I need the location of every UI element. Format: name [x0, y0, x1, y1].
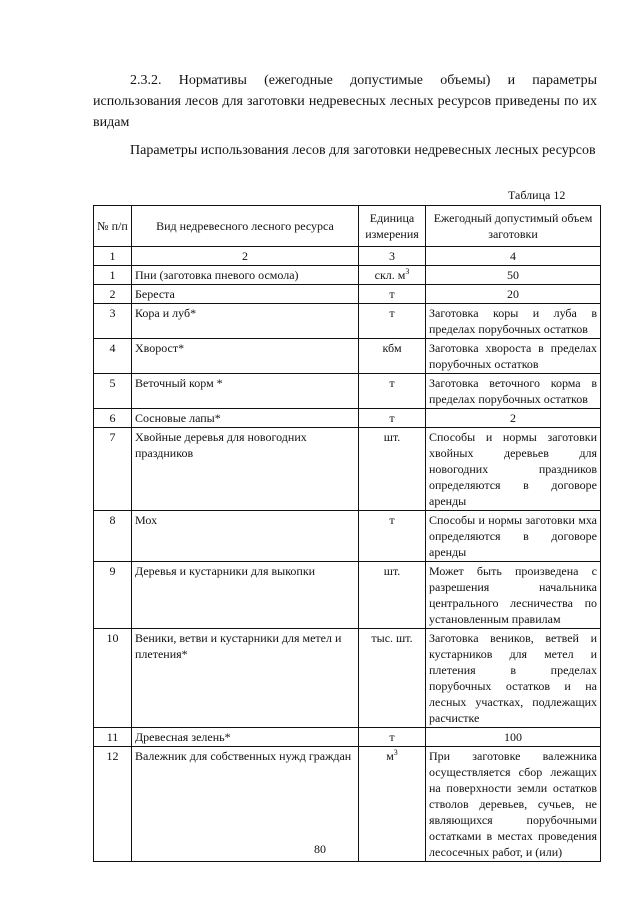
row-number: 8 — [94, 511, 132, 562]
table-index-row — [94, 247, 601, 266]
table-row — [94, 428, 601, 511]
unit-text: т — [389, 287, 395, 301]
row-resource: Кора и луб* — [132, 304, 359, 339]
row-volume: Заготовка хвороста в пределах порубочных остатков — [426, 339, 601, 374]
row-resource: Деревья и кустарники для выкопки — [132, 562, 359, 629]
unit-text: м — [386, 749, 394, 763]
unit-superscript: 3 — [405, 267, 410, 276]
header-resource: Вид недревесного лесного ресурса — [132, 206, 359, 247]
row-number: 2 — [94, 285, 132, 304]
index-cell: 1 — [94, 247, 132, 266]
header-volume: Ежегодный допустимый объем заготовки — [426, 206, 601, 247]
intro-paragraph: 2.3.2. Нормативы (ежегодные допустимые объемы) и параметры использования лесов для заготовки недревесных лесных ресурсов приведены по их видам — [93, 73, 597, 130]
unit-text: кбм — [382, 341, 402, 355]
row-volume: Способы и нормы заготовки мха определяются в договоре аренды — [426, 511, 601, 562]
row-number: 6 — [94, 409, 132, 428]
unit-text: т — [389, 411, 395, 425]
row-volume: При заготовке валежника осуществляется сбор лежащих на поверхности земли остатков стволов деревьев, сучьев, не являющихся порубочными остатками в местах проведения лесосечных работ, и (или) — [426, 747, 601, 862]
row-resource: Пни (заготовка пневого осмола) — [132, 266, 359, 285]
row-volume: Способы и нормы заготовки хвойных деревьев для новогодних праздников определяются в договоре аренды — [426, 428, 601, 511]
row-unit — [359, 629, 426, 728]
table-row — [94, 629, 601, 728]
row-resource: Валежник для собственных нужд граждан — [132, 747, 359, 862]
table-row — [94, 266, 601, 285]
table-row — [94, 304, 601, 339]
row-unit — [359, 304, 426, 339]
row-volume: Может быть произведена с разрешения начальника центрального лесничества по установленным правилам — [426, 562, 601, 629]
row-unit — [359, 511, 426, 562]
unit-text: т — [389, 513, 395, 527]
row-unit — [359, 339, 426, 374]
unit-text: скл. м — [374, 268, 406, 282]
resources-table — [93, 205, 601, 862]
table-caption: Таблица 12 — [508, 188, 566, 202]
row-volume: 50 — [426, 266, 601, 285]
header-number: № п/п — [94, 206, 132, 247]
row-resource: Веточный корм * — [132, 374, 359, 409]
row-resource: Веники, ветви и кустарники для метел и плетения* — [132, 629, 359, 728]
row-resource: Хвойные деревья для новогодних праздников — [132, 428, 359, 511]
index-cell: 2 — [132, 247, 359, 266]
row-resource: Древесная зелень* — [132, 728, 359, 747]
row-number: 4 — [94, 339, 132, 374]
header-unit: Единица измерения — [359, 206, 426, 247]
index-cell: 4 — [426, 247, 601, 266]
row-number: 12 — [94, 747, 132, 862]
row-unit — [359, 428, 426, 511]
row-volume: 100 — [426, 728, 601, 747]
row-unit — [359, 285, 426, 304]
row-resource: Сосновые лапы* — [132, 409, 359, 428]
row-number: 3 — [94, 304, 132, 339]
table-heading: Параметры использования лесов для заготовки недревесных лесных ресурсов — [130, 143, 596, 158]
table-row — [94, 409, 601, 428]
row-unit — [359, 266, 426, 285]
table-row — [94, 511, 601, 562]
index-cell: 3 — [359, 247, 426, 266]
row-resource: Мох — [132, 511, 359, 562]
row-volume: Заготовка веточного корма в пределах порубочных остатков — [426, 374, 601, 409]
row-volume: 2 — [426, 409, 601, 428]
table-row — [94, 339, 601, 374]
row-unit — [359, 374, 426, 409]
table-header-row — [94, 206, 601, 247]
row-number: 7 — [94, 428, 132, 511]
row-resource: Хворост* — [132, 339, 359, 374]
row-unit — [359, 562, 426, 629]
table-row — [94, 728, 601, 747]
row-number: 1 — [94, 266, 132, 285]
unit-text: шт. — [383, 564, 401, 578]
page-number: 80 — [314, 842, 326, 856]
row-unit — [359, 728, 426, 747]
row-number: 9 — [94, 562, 132, 629]
row-volume: Заготовка веников, ветвей и кустарников для метел и плетения в пределах порубочных остатков и на лесных участках, подлежащих расчистке — [426, 629, 601, 728]
unit-text: т — [389, 376, 395, 390]
row-volume: Заготовка коры и луба в пределах порубочных остатков — [426, 304, 601, 339]
row-number: 10 — [94, 629, 132, 728]
row-resource: Береста — [132, 285, 359, 304]
unit-text: т — [389, 730, 395, 744]
unit-text: тыс. шт. — [371, 631, 413, 645]
row-number: 5 — [94, 374, 132, 409]
unit-text: т — [389, 306, 395, 320]
table-row — [94, 374, 601, 409]
table-row — [94, 285, 601, 304]
row-number: 11 — [94, 728, 132, 747]
unit-superscript: 3 — [393, 748, 398, 757]
unit-text: шт. — [383, 430, 401, 444]
row-volume: 20 — [426, 285, 601, 304]
table-row — [94, 562, 601, 629]
row-unit — [359, 409, 426, 428]
